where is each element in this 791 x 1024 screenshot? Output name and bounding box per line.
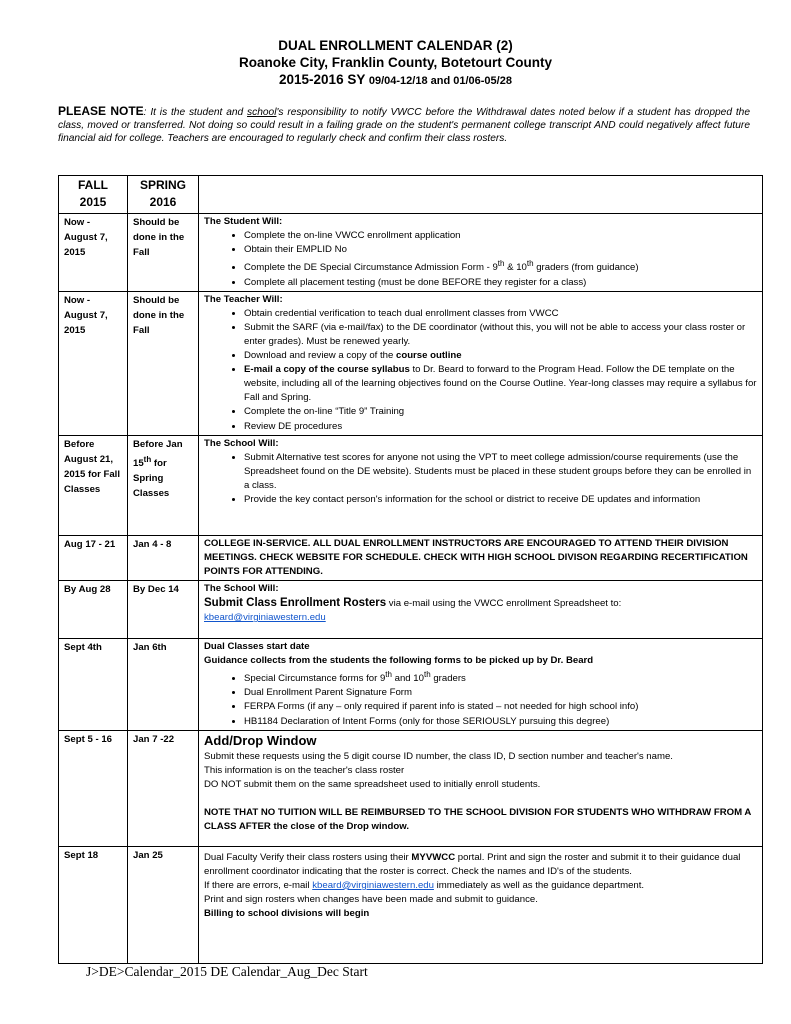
row-heading: The School Will: — [204, 437, 279, 449]
rosters-line: Print and sign rosters when changes have been made and submit to guidance. — [204, 893, 538, 905]
list-item: • Dual Enrollment Parent Signature Form — [244, 686, 757, 700]
fall-date: Now - August 7, 2015 — [59, 214, 128, 292]
row-heading: The Teacher Will: — [204, 293, 283, 305]
row-description: COLLEGE IN-SERVICE. ALL DUAL ENROLLMENT INSTRUCTORS ARE ENCOURAGED TO ATTEND THEIR DIVISION MEETINGS. CHECK WEBSITE FOR SCHEDULE. CHECK WITH HIGH SCHOOL DIVISON REGARDING RECERTIFICATION POINTS FOR ATTENDING. — [199, 535, 763, 580]
spring-date: Jan 25 — [128, 846, 199, 963]
fall-date: By Aug 28 — [59, 580, 128, 638]
table-row — [59, 435, 763, 535]
please-note — [58, 105, 750, 146]
spring-date: Should be done in the Fall — [128, 291, 199, 435]
row-description — [199, 730, 763, 846]
roster-instruction: Submit Class Enrollment Rosters via e-mail using the VWCC enrollment Spreadsheet to: — [204, 596, 622, 609]
list-item: • Special Circumstance forms for 9th and 10th graders — [244, 668, 757, 686]
note-text-1: : It is the student and — [143, 107, 248, 118]
add-drop-line: DO NOT submit them on the same spreadsheet used to initially enroll students. — [204, 778, 541, 790]
email-link[interactable]: kbeard@virginiawestern.edu — [312, 879, 434, 891]
list-item: • Complete all placement testing (must be done BEFORE they register for a class) — [244, 276, 757, 290]
list-item: • Obtain credential verification to teach dual enrollment classes from VWCC — [244, 307, 757, 321]
row-description — [199, 638, 763, 730]
calendar-table — [58, 175, 763, 964]
table-row — [59, 846, 763, 963]
form-list — [204, 668, 757, 729]
list-item: • Complete the DE Special Circumstance Admission Form - 9th & 10th graders (from guidance) — [244, 257, 757, 275]
table-row — [59, 638, 763, 730]
tuition-note: NOTE THAT NO TUITION WILL BE REIMBURSED TO THE SCHOOL DIVISION FOR STUDENTS WHO WITHDRAW FROM A CLASS AFTER the close of the Drop window. — [204, 806, 752, 832]
note-underlined: school — [247, 107, 277, 118]
note-text-2: 's responsibility to notify VWCC before the Withdrawal dates noted below if a student has dropped the class, moved or transferred. Not doing so could result in a failing grade on the student's permanent college transcript AND could negatively affect future financial aid for college. Teachers are encouraged to regularly check and confirm their class rosters. — [58, 107, 750, 145]
email-link[interactable]: kbeard@virginiawestern.edu — [204, 612, 326, 624]
table-row — [59, 214, 763, 292]
add-drop-line: Submit these requests using the 5 digit course ID number, the class ID, D section number and teacher's name. — [204, 750, 673, 762]
spring-date: Jan 7 -22 — [128, 730, 199, 846]
list-item: • HB1184 Declaration of Intent Forms (only for those SERIOUSLY pursuing this degree) — [244, 715, 757, 729]
errors-line: If there are errors, e-mail kbeard@virginiawestern.edu immediately as well as the guidance department. — [204, 879, 645, 891]
row-description — [199, 291, 763, 435]
list-item: • FERPA Forms (if any – only required if parent info is stated – not needed for high school info) — [244, 700, 757, 714]
list-item: • Download and review a copy of the course outline — [244, 349, 757, 363]
fall-date: Aug 17 - 21 — [59, 535, 128, 580]
billing-line: Billing to school divisions will begin — [204, 908, 370, 919]
task-list — [204, 307, 757, 434]
list-item: • Review DE procedures — [244, 420, 757, 434]
school-year: 2015-2016 SY — [279, 72, 366, 87]
col-spring-header: SPRING 2016 — [128, 176, 199, 214]
document-title: DUAL ENROLLMENT CALENDAR (2) — [278, 38, 513, 53]
spring-date: By Dec 14 — [128, 580, 199, 638]
fall-date: Sept 5 - 16 — [59, 730, 128, 846]
list-item: • Obtain their EMPLID No — [244, 243, 757, 257]
spring-date: Jan 6th — [128, 638, 199, 730]
fall-date: Sept 18 — [59, 846, 128, 963]
row-description — [199, 435, 763, 535]
row-heading: The Student Will: — [204, 216, 283, 227]
fall-date: Sept 4th — [59, 638, 128, 730]
list-item: • Complete the on-line VWCC enrollment application — [244, 229, 757, 243]
verify-paragraph: Dual Faculty Verify their class rosters using their MYVWCC portal. Print and sign the roster and submit it to their guidance dual enrollment coordinator indicating that the roster is correct. Check the names and ID's of the students. — [204, 851, 741, 877]
add-drop-line: This information is on the teacher's class roster — [204, 764, 405, 776]
spring-date: Should be done in the Fall — [128, 214, 199, 292]
row-description — [199, 846, 763, 963]
footer-path: J>DE>Calendar_2015 DE Calendar_Aug_Dec Start — [86, 964, 368, 979]
row-description — [199, 580, 763, 638]
list-item: • Submit the SARF (via e-mail/fax) to the DE coordinator (without this, you will not be able to access your class roster or enter grades). Must be renewed yearly. — [244, 321, 757, 349]
table-row — [59, 730, 763, 846]
add-drop-title: Add/Drop Window — [204, 732, 317, 748]
task-list — [204, 229, 757, 290]
fall-date: Now - August 7, 2015 — [59, 291, 128, 435]
row-description — [199, 214, 763, 292]
list-item: • Submit Alternative test scores for anyone not using the VPT to meet college admission/course requirements (use the Spreadsheet found on the DE website). Students must be placed in these student groups before they can be enrolled in a class. — [244, 451, 757, 493]
table-row — [59, 291, 763, 435]
table-row — [59, 580, 763, 638]
list-item: • Provide the key contact person's information for the school or district to receive DE updates and information — [244, 493, 757, 507]
list-item: • Complete the on-line “Title 9” Training — [244, 405, 757, 419]
please-note-label: PLEASE NOTE — [58, 104, 144, 118]
spring-date: Before Jan 15th for Spring Classes — [128, 435, 199, 535]
list-item: • E-mail a copy of the course syllabus to Dr. Beard to forward to the Program Head. Follow the DE template on the website, including all of the learning objectives found on the Course Outline. Year-long classes may require a syllabus for Fall and Spring. — [244, 363, 757, 405]
row-heading: The School Will: — [204, 582, 279, 594]
table-header-row — [59, 176, 763, 214]
fall-date: Before August 21, 2015 for Fall Classes — [59, 435, 128, 535]
start-date-line: Dual Classes start date — [204, 640, 310, 652]
table-row — [59, 535, 763, 580]
document-subtitle: Roanoke City, Franklin County, Botetourt County — [239, 55, 552, 70]
school-year-line — [0, 72, 791, 87]
task-list — [204, 451, 757, 507]
col-fall-header: FALL 2015 — [59, 176, 128, 214]
date-ranges: 09/04-12/18 and 01/06-05/28 — [368, 75, 512, 87]
guidance-line: Guidance collects from the students the following forms to be picked up by Dr. Beard — [204, 654, 594, 666]
spring-date: Jan 4 - 8 — [128, 535, 199, 580]
col-desc-header — [199, 176, 763, 214]
